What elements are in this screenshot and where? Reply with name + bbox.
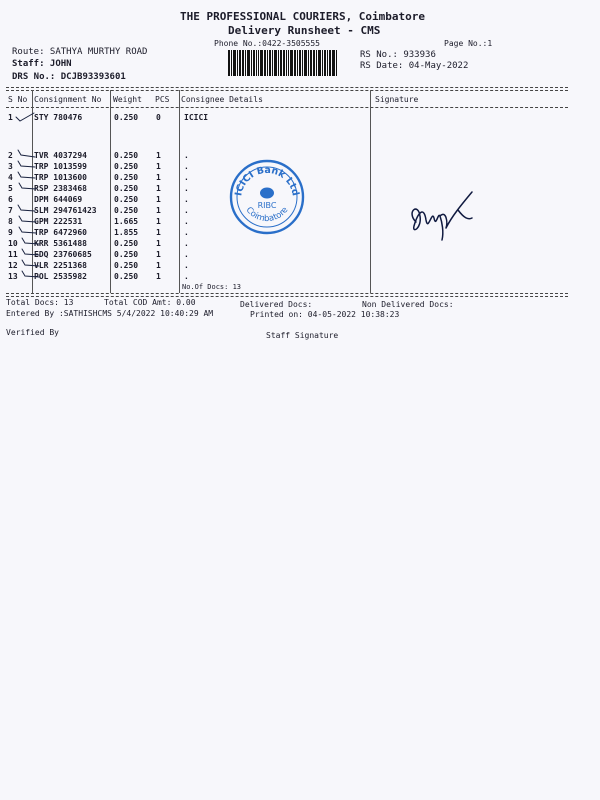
cell-pcs: 1	[156, 239, 161, 248]
drs-number: DRS No.: DCJB93393601	[12, 72, 126, 82]
icici-logo-icon	[260, 188, 274, 199]
cell-weight: 0.250	[114, 113, 139, 122]
cell-pcs: 1	[156, 184, 161, 193]
cell-pcs: 1	[156, 162, 161, 171]
stamp-branch: RIBC	[257, 201, 277, 210]
cell-consignee: .	[184, 250, 189, 259]
cell-sno: 5	[8, 184, 13, 193]
cell-consignee: .	[184, 162, 189, 171]
cell-consignee: .	[184, 173, 189, 182]
col-header-pcs: PCS	[155, 95, 170, 104]
rs-number: RS No.: 933936	[360, 50, 436, 60]
total-docs: Total Docs: 13	[6, 298, 74, 307]
cell-sno: 6	[8, 195, 13, 204]
table-top-rule	[6, 87, 568, 88]
stamp-city: Coimbatore	[243, 205, 291, 225]
rs-date: RS Date: 04-May-2022	[360, 61, 469, 71]
cell-consignee: .	[184, 272, 189, 281]
cell-pcs: 1	[156, 151, 161, 160]
page-number: Page No.:1	[444, 39, 493, 48]
cell-pcs: 1	[156, 173, 161, 182]
table-top-rule-2	[6, 90, 568, 91]
staff-label: Staff: JOHN	[12, 59, 72, 69]
cell-consignee: .	[184, 184, 189, 193]
col-divider	[370, 90, 371, 293]
col-divider	[110, 90, 111, 293]
cell-sno: 10	[8, 239, 18, 248]
cell-weight: 0.250	[114, 184, 139, 193]
cell-consignment: KRR 5361488	[34, 239, 87, 248]
company-title: THE PROFESSIONAL COURIERS, Coimbatore	[180, 10, 426, 23]
cell-pcs: 0	[156, 113, 161, 122]
cell-pcs: 1	[156, 206, 161, 215]
stamp-bank-name: ICICI Bank Ltd	[233, 164, 301, 197]
col-divider	[179, 90, 180, 293]
cell-consignment: EDQ 23760685	[34, 250, 92, 259]
barcode	[228, 50, 344, 76]
cell-weight: 0.250	[114, 151, 139, 160]
cell-consignment: RSP 2383468	[34, 184, 87, 193]
cell-sno: 11	[8, 250, 18, 259]
col-divider	[32, 90, 33, 293]
cell-weight: 1.855	[114, 228, 139, 237]
cell-sno: 8	[8, 217, 13, 226]
cell-consignment: TRP 6472960	[34, 228, 87, 237]
cell-consignment: SLM 294761423	[34, 206, 97, 215]
cell-consignee: .	[184, 239, 189, 248]
route-label: Route: SATHYA MURTHY ROAD	[12, 47, 148, 57]
cell-pcs: 1	[156, 195, 161, 204]
signature-stroke	[412, 192, 472, 240]
cell-weight: 0.250	[114, 162, 139, 171]
cell-consignee: .	[184, 151, 189, 160]
cell-pcs: 1	[156, 261, 161, 270]
cell-pcs: 1	[156, 228, 161, 237]
total-cod-amount: Total COD Amt: 0.00	[104, 298, 196, 307]
entered-by: Entered By :SATHISHCMS 5/4/2022 10:40:29 AM	[6, 309, 214, 318]
cell-sno: 9	[8, 228, 13, 237]
cell-consignee: .	[184, 206, 189, 215]
col-header-consignment: Consignment No	[34, 95, 102, 104]
table-bottom-rule-2	[6, 296, 568, 297]
col-header-signature: Signature	[375, 95, 419, 104]
cell-weight: 0.250	[114, 173, 139, 182]
cell-sno: 2	[8, 151, 13, 160]
cell-consignment: TVR 4037294	[34, 151, 87, 160]
table-bottom-rule	[6, 293, 568, 294]
cell-pcs: 1	[156, 250, 161, 259]
non-delivered-docs: Non Delivered Docs:	[362, 300, 454, 309]
cell-consignment: POL 2535982	[34, 272, 87, 281]
sheet-title: Delivery Runsheet - CMS	[228, 24, 381, 37]
verified-by: Verified By	[6, 328, 59, 337]
cell-consignee: .	[184, 228, 189, 237]
cell-sno: 3	[8, 162, 13, 171]
cell-consignment: TRP 1013599	[34, 162, 87, 171]
cell-sno: 12	[8, 261, 18, 270]
staff-signature: Staff Signature	[266, 331, 339, 340]
cell-consignment: DPM 644069	[34, 195, 83, 204]
cell-sno: 13	[8, 272, 18, 281]
no-of-docs: No.Of Docs: 13	[182, 283, 242, 291]
cell-weight: 0.250	[114, 261, 139, 270]
cell-consignment: TRP 1013600	[34, 173, 87, 182]
cell-weight: 0.250	[114, 239, 139, 248]
cell-sno: 4	[8, 173, 13, 182]
printed-on: Printed on: 04-05-2022 10:38:23	[250, 310, 400, 319]
cell-pcs: 1	[156, 217, 161, 226]
phone-number: Phone No.:0422-3505555	[214, 39, 320, 48]
table-header-rule	[6, 107, 568, 108]
cell-consignment: VLR 2251368	[34, 261, 87, 270]
cell-weight: 0.250	[114, 195, 139, 204]
bank-stamp	[227, 157, 307, 237]
cell-weight: 1.665	[114, 217, 139, 226]
delivered-docs: Delivered Docs:	[240, 300, 313, 309]
col-header-weight: Weight	[113, 95, 142, 104]
cell-weight: 0.250	[114, 272, 139, 281]
cell-sno: 7	[8, 206, 13, 215]
cell-consignment: STY 780476	[34, 113, 83, 122]
col-header-sno: S No	[8, 95, 28, 104]
cell-weight: 0.250	[114, 206, 139, 215]
cell-consignee: ICICI	[184, 113, 209, 122]
col-header-consignee: Consignee Details	[181, 95, 263, 104]
cell-pcs: 1	[156, 272, 161, 281]
cell-consignee: .	[184, 261, 189, 270]
cell-weight: 0.250	[114, 250, 139, 259]
cell-consignee: .	[184, 195, 189, 204]
handwritten-signature	[402, 182, 488, 244]
cell-sno: 1	[8, 113, 13, 122]
cell-consignee: .	[184, 217, 189, 226]
cell-consignment: GPM 222531	[34, 217, 83, 226]
